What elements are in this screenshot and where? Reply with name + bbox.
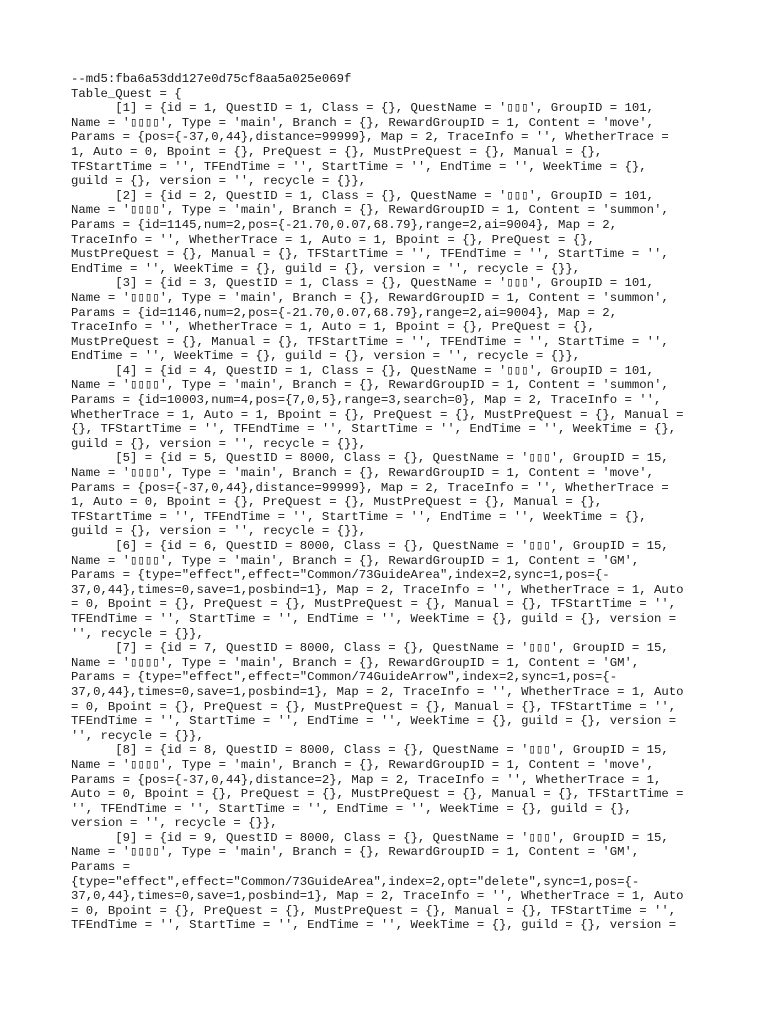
code-line: '', recycle = {}}, [71,626,204,641]
code-line: {type="effect",effect="Common/73GuideArea",index=2,opt="delete",sync=1,pos={- [71,874,640,889]
code-line: Auto = 0, Bpoint = {}, PreQuest = {}, MustPreQuest = {}, Manual = {}, TFStartTime = [71,787,684,802]
code-line: TFStartTime = '', TFEndTime = '', StartTime = '', EndTime = '', WeekTime = {}, [71,509,647,524]
code-line: TFEndTime = '', StartTime = '', EndTime = '', WeekTime = {}, guild = {}, version = [71,714,677,729]
document-page [71,72,711,933]
code-line: Params = {type="effect",effect="Common/73GuideArea",index=2,sync=1,pos={- [71,568,610,583]
code-line: Name = '▯▯▯▯', Type = 'main', Branch = {}, RewardGroupID = 1, Content = 'summon', [71,378,669,393]
code-line: guild = {}, version = '', recycle = {}}, [71,436,367,451]
code-line: Params = [71,860,131,875]
code-line: EndTime = '', WeekTime = {}, guild = {}, version = '', recycle = {}}, [71,349,581,364]
code-line: Name = '▯▯▯▯', Type = 'main', Branch = {}, RewardGroupID = 1, Content = 'move', [71,115,655,130]
code-line: [6] = {id = 6, QuestID = 8000, Class = {}, QuestName = '▯▯▯', GroupID = 15, [71,539,669,553]
code-line: Params = {pos={-37,0,44},distance=99999}, Map = 2, TraceInfo = '', WhetherTrace = [71,130,669,145]
code-line: [3] = {id = 3, QuestID = 1, Class = {}, QuestName = '▯▯▯', GroupID = 101, [71,276,655,291]
code-line: 1, Auto = 0, Bpoint = {}, PreQuest = {}, MustPreQuest = {}, Manual = {}, [71,495,603,510]
code-line: Name = '▯▯▯▯', Type = 'main', Branch = {}, RewardGroupID = 1, Content = 'GM', [71,845,640,860]
code-line: Params = {pos={-37,0,44},distance=2}, Map = 2, TraceInfo = '', WhetherTrace = 1, [71,772,662,787]
table-declaration-line: Table_Quest = { [71,86,182,101]
code-line: TraceInfo = '', WhetherTrace = 1, Auto = 1, Bpoint = {}, PreQuest = {}, [71,320,595,335]
code-line: Name = '▯▯▯▯', Type = 'main', Branch = {}, RewardGroupID = 1, Content = 'summon', [71,203,669,218]
code-line: MustPreQuest = {}, Manual = {}, TFStartTime = '', TFEndTime = '', StartTime = '', [71,334,669,349]
code-line: [1] = {id = 1, QuestID = 1, Class = {}, QuestName = '▯▯▯', GroupID = 101, [71,101,655,116]
code-line: TFEndTime = '', StartTime = '', EndTime = '', WeekTime = {}, guild = {}, version = [71,611,677,626]
code-line: [8] = {id = 8, QuestID = 8000, Class = {}, QuestName = '▯▯▯', GroupID = 15, [71,743,669,758]
code-line: 1, Auto = 0, Bpoint = {}, PreQuest = {}, MustPreQuest = {}, Manual = {}, [71,144,603,159]
code-line: [7] = {id = 7, QuestID = 8000, Class = {}, QuestName = '▯▯▯', GroupID = 15, [71,641,669,656]
code-line: Params = {id=1145,num=2,pos={-21.70,0.07,68.79},range=2,ai=9004}, Map = 2, [71,217,618,232]
code-line: [5] = {id = 5, QuestID = 8000, Class = {}, QuestName = '▯▯▯', GroupID = 15, [71,451,669,466]
code-line: = 0, Bpoint = {}, PreQuest = {}, MustPreQuest = {}, Manual = {}, TFStartTime = '', [71,699,677,714]
code-line: TraceInfo = '', WhetherTrace = 1, Auto = 1, Bpoint = {}, PreQuest = {}, [71,232,595,247]
code-line: Params = {type="effect",effect="Common/74GuideArrow",index=2,sync=1,pos={- [71,670,618,685]
code-line: TFStartTime = '', TFEndTime = '', StartTime = '', EndTime = '', WeekTime = {}, [71,159,647,174]
code-line: [2] = {id = 2, QuestID = 1, Class = {}, QuestName = '▯▯▯', GroupID = 101, [71,188,655,203]
code-line: Params = {id=1146,num=2,pos={-21.70,0.07,68.79},range=2,ai=9004}, Map = 2, [71,305,618,320]
code-line: = 0, Bpoint = {}, PreQuest = {}, MustPreQuest = {}, Manual = {}, TFStartTime = '', [71,903,677,918]
code-line: EndTime = '', WeekTime = {}, guild = {}, version = '', recycle = {}}, [71,261,581,276]
code-line: {}, TFStartTime = '', TFEndTime = '', StartTime = '', EndTime = '', WeekTime = {}, [71,422,677,437]
code-line: Name = '▯▯▯▯', Type = 'main', Branch = {}, RewardGroupID = 1, Content = 'summon', [71,290,669,305]
code-line: MustPreQuest = {}, Manual = {}, TFStartTime = '', TFEndTime = '', StartTime = '', [71,247,669,262]
code-line: WhetherTrace = 1, Auto = 1, Bpoint = {}, PreQuest = {}, MustPreQuest = {}, Manual = [71,407,684,422]
md5-header-line: --md5:fba6a53dd127e0d75cf8aa5a025e069f [71,72,352,86]
code-line: '', recycle = {}}, [71,728,204,743]
code-line: 37,0,44},times=0,save=1,posbind=1}, Map = 2, TraceInfo = '', WhetherTrace = 1, Auto [71,582,684,597]
code-line: guild = {}, version = '', recycle = {}}, [71,174,367,189]
code-line: Name = '▯▯▯▯', Type = 'main', Branch = {}, RewardGroupID = 1, Content = 'move', [71,466,655,481]
code-line: version = '', recycle = {}}, [71,816,278,831]
code-line: Params = {id=10003,num=4,pos={7,0,5},range=3,search=0}, Map = 2, TraceInfo = '', [71,393,662,408]
code-line: = 0, Bpoint = {}, PreQuest = {}, MustPreQuest = {}, Manual = {}, TFStartTime = '', [71,597,677,612]
code-line: Params = {pos={-37,0,44},distance=99999}, Map = 2, TraceInfo = '', WhetherTrace = [71,480,669,495]
code-line: guild = {}, version = '', recycle = {}}, [71,524,367,539]
code-line: Name = '▯▯▯▯', Type = 'main', Branch = {}, RewardGroupID = 1, Content = 'GM', [71,655,640,670]
code-line: Name = '▯▯▯▯', Type = 'main', Branch = {}, RewardGroupID = 1, Content = 'move', [71,757,655,772]
code-line: [4] = {id = 4, QuestID = 1, Class = {}, QuestName = '▯▯▯', GroupID = 101, [71,363,655,378]
code-line: [9] = {id = 9, QuestID = 8000, Class = {}, QuestName = '▯▯▯', GroupID = 15, [71,830,669,845]
code-line: 37,0,44},times=0,save=1,posbind=1}, Map = 2, TraceInfo = '', WhetherTrace = 1, Auto [71,684,684,699]
code-line: '', TFEndTime = '', StartTime = '', EndTime = '', WeekTime = {}, guild = {}, [71,801,632,816]
code-line: 37,0,44},times=0,save=1,posbind=1}, Map = 2, TraceInfo = '', WhetherTrace = 1, Auto [71,889,684,904]
code-line: Name = '▯▯▯▯', Type = 'main', Branch = {}, RewardGroupID = 1, Content = 'GM', [71,553,640,568]
code-line: TFEndTime = '', StartTime = '', EndTime = '', WeekTime = {}, guild = {}, version = [71,918,677,933]
